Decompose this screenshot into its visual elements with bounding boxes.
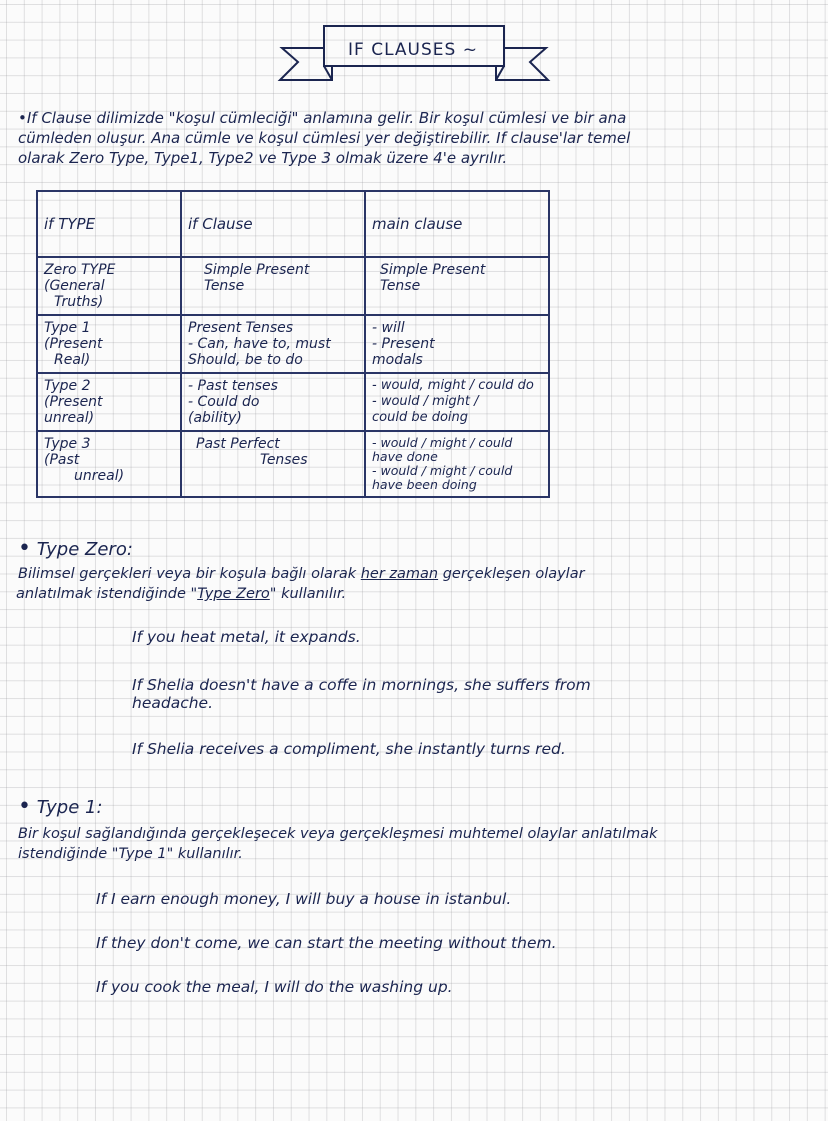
table-header-cell: if Clause: [181, 191, 365, 257]
if-clause-cell: - Past tenses - Could do (ability): [181, 373, 365, 431]
type-zero-description-line: anlatılmak istendiğinde "Type Zero" kullanılır.: [16, 586, 347, 602]
table-row: [37, 257, 549, 315]
main-clause-cell: - would, might / could do - would / might / could be doing: [365, 373, 549, 431]
main-clause-cell: Simple Present Tense: [365, 257, 549, 315]
type-zero-example: headache.: [132, 694, 214, 712]
type-one-example: If I earn enough money, I will buy a house in istanbul.: [96, 890, 512, 908]
type-zero-example: If Shelia doesn't have a coffe in mornings, she suffers from: [132, 676, 591, 694]
if-clause-cell: Past Perfect Tenses: [181, 431, 365, 497]
bullet-icon: •: [18, 536, 31, 561]
type-cell: Type 2 (Present unreal): [37, 373, 181, 431]
table-row: [37, 431, 549, 497]
type-cell: Type 3 (Past unreal): [37, 431, 181, 497]
table-header-row: [37, 191, 549, 257]
type-zero-example: If Shelia receives a compliment, she instantly turns red.: [132, 740, 566, 758]
type-one-description-line: istendiğinde "Type 1" kullanılır.: [18, 846, 243, 862]
type-cell: Zero TYPE (General Truths): [37, 257, 181, 315]
type-one-heading: • Type 1:: [18, 794, 103, 819]
page-title: IF CLAUSES ~: [348, 40, 478, 60]
type-one-description-line: Bir koşul sağlandığında gerçekleşecek veya gerçekleşmesi muhtemel olaylar anlatılmak: [18, 826, 658, 842]
if-clause-table: [36, 190, 550, 498]
table-row: [37, 315, 549, 373]
if-clause-cell: Simple Present Tense: [181, 257, 365, 315]
if-clause-cell: Present Tenses - Can, have to, must Should, be to do: [181, 315, 365, 373]
intro-line: cümleden oluşur. Ana cümle ve koşul cümlesi yer değiştirebilir. If clause'lar temel: [18, 129, 631, 147]
table-header-cell: if TYPE: [37, 191, 181, 257]
intro-paragraph: [18, 108, 808, 168]
type-one-example: If you cook the meal, I will do the washing up.: [96, 978, 453, 996]
intro-line: •If Clause dilimizde "koşul cümleciği" anlamına gelir. Bir koşul cümlesi ve bir ana: [18, 109, 627, 127]
main-clause-cell: - would / might / could have done - would / might / could have been doing: [365, 431, 549, 497]
type-cell: Type 1 (Present Real): [37, 315, 181, 373]
type-one-example: If they don't come, we can start the meeting without them.: [96, 934, 557, 952]
main-clause-cell: - will - Present modals: [365, 315, 549, 373]
type-zero-heading: • Type Zero:: [18, 536, 133, 561]
title-banner: [272, 18, 554, 92]
type-zero-example: If you heat metal, it expands.: [132, 628, 361, 646]
bullet-icon: •: [18, 794, 31, 819]
intro-line: olarak Zero Type, Type1, Type2 ve Type 3 olmak üzere 4'e ayrılır.: [18, 149, 508, 167]
type-zero-description-line: Bilimsel gerçekleri veya bir koşula bağlı olarak her zaman gerçekleşen olaylar: [18, 566, 585, 582]
table-row: [37, 373, 549, 431]
table-header-cell: main clause: [365, 191, 549, 257]
